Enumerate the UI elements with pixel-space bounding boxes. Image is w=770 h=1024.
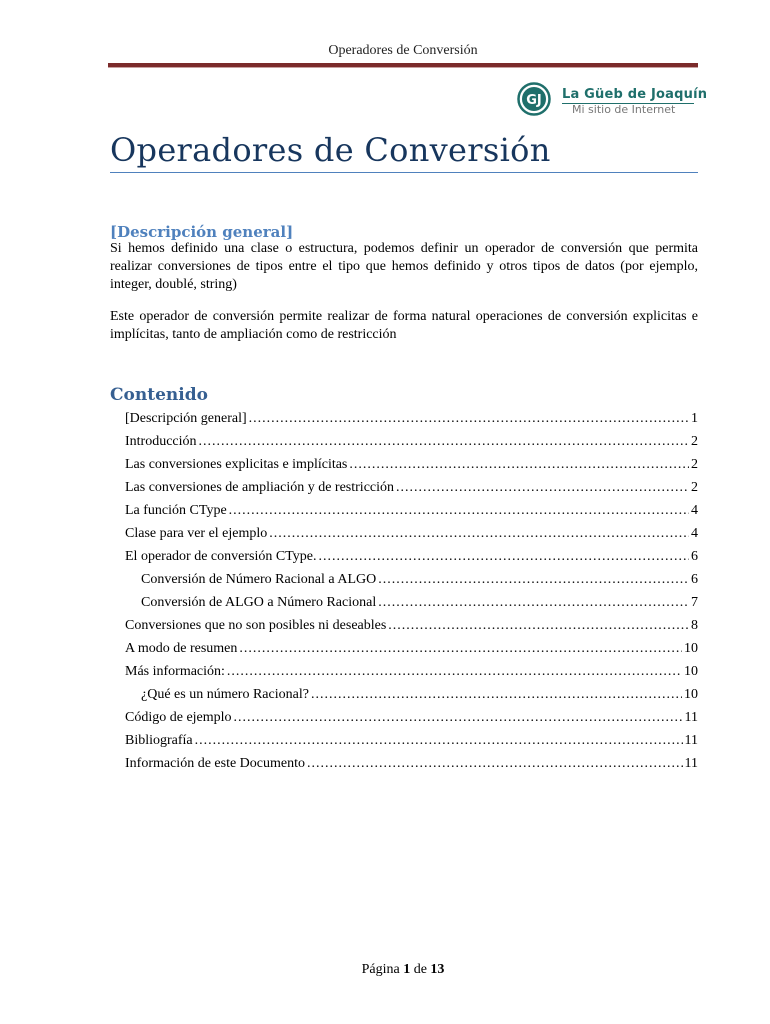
toc-leader-dots	[249, 407, 689, 430]
running-header: Operadores de Conversión	[328, 43, 478, 58]
toc-heading: Contenido	[110, 385, 208, 405]
toc-entry-page: 1	[691, 411, 698, 426]
toc-entry-page: 11	[684, 733, 698, 748]
logo-title: La Güeb de Joaquín	[562, 87, 708, 102]
table-of-contents	[110, 407, 698, 775]
toc-entry-page: 7	[691, 595, 698, 610]
toc-leader-dots	[318, 545, 689, 568]
toc-entry-page: 4	[691, 526, 698, 541]
logo-mark-text: GJ	[526, 93, 542, 108]
toc-leader-dots	[396, 476, 689, 499]
header-divider	[108, 63, 698, 68]
toc-entry[interactable]	[110, 522, 698, 545]
toc-leader-dots	[234, 706, 683, 729]
toc-entry[interactable]	[110, 430, 698, 453]
page-footer	[108, 962, 698, 978]
toc-entry-label: Conversiones que no son posibles ni deseables	[125, 618, 387, 633]
toc-entry-page: 2	[691, 434, 698, 449]
description-paragraph-2: Este operador de conversión permite realizar de forma natural operaciones de conversión explicitas e implícitas, tanto de ampliación como de restricción	[110, 309, 698, 342]
toc-entry-page: 6	[691, 572, 698, 587]
logo-gj-icon	[517, 82, 551, 116]
toc-entry[interactable]	[110, 453, 698, 476]
toc-entry[interactable]	[110, 752, 698, 775]
toc-entry-page: 8	[691, 618, 698, 633]
description-heading: [Descripción general]	[110, 223, 294, 241]
toc-leader-dots	[307, 752, 683, 775]
toc-entry[interactable]	[110, 499, 698, 522]
toc-entry[interactable]	[110, 660, 698, 683]
toc-entry-label: La función CType	[125, 503, 227, 518]
toc-leader-dots	[227, 660, 682, 683]
toc-leader-dots	[269, 522, 689, 545]
toc-entry-label: Conversión de Número Racional a ALGO	[141, 572, 377, 587]
footer-of: de	[413, 962, 427, 977]
toc-entry[interactable]	[110, 407, 698, 430]
toc-entry-page: 4	[691, 503, 698, 518]
toc-entry[interactable]	[110, 637, 698, 660]
toc-leader-dots	[199, 430, 689, 453]
toc-entry-label: Conversión de ALGO a Número Racional	[141, 595, 377, 610]
toc-entry-label: Las conversiones de ampliación y de restricción	[125, 480, 395, 495]
document-title: Operadores de Conversión	[110, 131, 551, 169]
footer-current-page: 1	[403, 962, 411, 977]
logo-subtitle: Mi sitio de Internet	[572, 103, 676, 116]
toc-leader-dots	[349, 453, 689, 476]
toc-entry-page: 11	[684, 710, 698, 725]
toc-entry-label: Clase para ver el ejemplo	[125, 526, 268, 541]
toc-leader-dots	[388, 614, 689, 637]
footer-page-prefix: Página	[361, 962, 400, 977]
toc-leader-dots	[378, 568, 689, 591]
toc-entry[interactable]	[110, 545, 698, 568]
toc-entry-page: 10	[684, 664, 698, 679]
toc-entry-page: 11	[684, 756, 698, 771]
toc-entry[interactable]	[110, 476, 698, 499]
toc-entry-label: El operador de conversión CType.	[125, 549, 317, 564]
description-paragraph-1: Si hemos definido una clase o estructura, podemos definir un operador de conversión que permita realizar conversiones de tipos entre el tipo que hemos definido y otros tipos de datos (por ejemplo, integer, doublé, string)	[110, 241, 698, 292]
site-logo[interactable]	[517, 82, 707, 122]
toc-entry-label: ¿Qué es un número Racional?	[141, 687, 309, 702]
toc-leader-dots	[378, 591, 689, 614]
toc-entry-page: 10	[684, 641, 698, 656]
toc-entry[interactable]	[110, 706, 698, 729]
toc-entry-label: Código de ejemplo	[125, 710, 232, 725]
toc-subentry[interactable]	[110, 591, 698, 614]
toc-entry-page: 2	[691, 457, 698, 472]
toc-leader-dots	[229, 499, 689, 522]
toc-leader-dots	[311, 683, 682, 706]
toc-entry-page: 10	[684, 687, 698, 702]
title-underline	[110, 172, 698, 173]
toc-entry-label: Introducción	[125, 434, 197, 449]
toc-entry-label: Las conversiones explicitas e implícitas	[125, 457, 348, 472]
toc-entry-label: Información de este Documento	[125, 756, 305, 771]
toc-entry-page: 6	[691, 549, 698, 564]
toc-leader-dots	[195, 729, 683, 752]
toc-entry-label: A modo de resumen	[125, 641, 238, 656]
toc-subentry[interactable]	[110, 683, 698, 706]
toc-subentry[interactable]	[110, 568, 698, 591]
toc-entry[interactable]	[110, 729, 698, 752]
toc-entry-page: 2	[691, 480, 698, 495]
toc-entry-label: Más información:	[125, 664, 225, 679]
footer-total-pages: 13	[430, 962, 445, 977]
toc-entry-label: Bibliografía	[125, 733, 193, 748]
toc-leader-dots	[239, 637, 682, 660]
toc-entry[interactable]	[110, 614, 698, 637]
toc-entry-label: [Descripción general]	[125, 411, 247, 426]
